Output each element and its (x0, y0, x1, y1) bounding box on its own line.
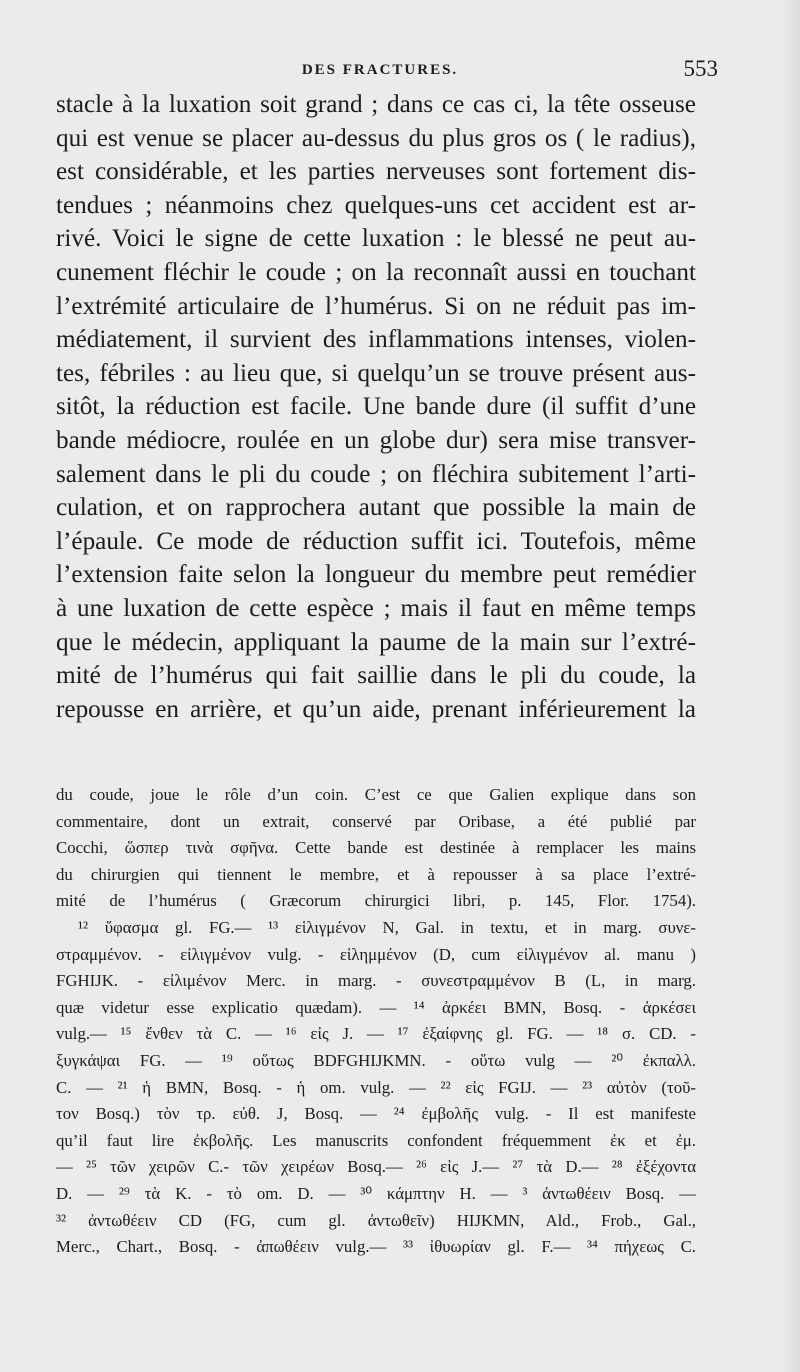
variant-line: ¹² ὕφασμα gl. FG.— ¹³ εἱλιγμένον N, Gal. in textu, et in marg. συνε- (78, 917, 696, 937)
footnotes (56, 782, 696, 1261)
variant-line: ξυγκάψαι FG. — ¹⁹ οὕτως BDFGHIJKMN. - οὕτω vulg — ²⁰ ἐκπαλλ. (56, 1050, 696, 1070)
note-line: du coude, joue le rôle d’un coin. C’est ce que Galien explique dans son (56, 785, 696, 804)
note-line: Cocchi, ὥσπερ τινὰ σφῆνα. Cette bande est destinée à remplacer les mains (56, 838, 696, 858)
body-line: est considérable, et les parties nerveuses sont fortement dis- (56, 158, 696, 186)
running-head (52, 56, 718, 82)
variant-line: τον Bosq.) τὸν τρ. εὐθ. J, Bosq. — ²⁴ ἐμβολῆς vulg. - Il est manifeste (56, 1104, 696, 1124)
body-line: rivé. Voici le signe de cette luxation : le blessé ne peut au- (56, 225, 696, 253)
body-line: cunement fléchir le coude ; on la reconnaît aussi en touchant (56, 258, 696, 286)
page-number: 553 (683, 56, 718, 81)
body-line: sitôt, la réduction est facile. Une bande dure (il suffit d’une (56, 393, 696, 421)
body-line: l’extension faite selon la longueur du membre peut remédier (56, 561, 696, 589)
body-line: qui est venue se placer au-dessus du plus gros os ( le radius), (56, 124, 696, 152)
note-line: mité de l’humérus ( Græcorum chirurgici libri, p. 145, Flor. 1754). (56, 891, 696, 911)
body-line: que le médecin, appliquant la paume de la main sur l’extré- (56, 628, 696, 656)
note-line: commentaire, dont un extrait, conservé par Oribase, a été publié par (56, 811, 696, 831)
variant-line: C. — ²¹ ἡ BMN, Bosq. - ἡ om. vulg. — ²² εἰς FGIJ. — ²³ αὐτὸν (τοῦ- (56, 1077, 696, 1097)
variant-line: D. — ²⁹ τὰ K. - τὸ om. D. — ³⁰ κάμπτην H. — ³ ἀντωθέειν Bosq. — (56, 1183, 696, 1203)
body-line: médiatement, il survient des inflammations intenses, violen- (56, 326, 696, 354)
variant-line: στραμμένον. - εἰλιγμένον vulg. - εἰλημμένον (D, cum εἰλιγμένον al. manu ) (56, 944, 696, 964)
body-line: tendues ; néanmoins chez quelques-uns cet accident est ar- (56, 191, 696, 219)
body-line: salement dans le pli du coude ; on fléchira subitement l’arti- (56, 460, 696, 488)
variant-line: — ²⁵ τῶν χειρῶν C.- τῶν χειρέων Bosq.— ²⁶ εἰς J.— ²⁷ τὰ D.— ²⁸ ἐξέχοντα (56, 1157, 696, 1177)
body-line: mité de l’humérus qui fait saillie dans le pli du coude, la (56, 662, 696, 690)
body-line: bande médiocre, roulée en un globe dur) sera mise transver- (56, 426, 696, 454)
variant-line: FGHIJK. - εἰλιμένον Merc. in marg. - συνεστραμμένον B (L, in marg. (56, 971, 696, 991)
body-line: l’épaule. Ce mode de réduction suffit ici. Toutefois, même (56, 527, 696, 555)
running-title: DES FRACTURES. (301, 62, 459, 78)
body-line: l’extrémité articulaire de l’humérus. Si on ne réduit pas im- (56, 292, 696, 320)
body-line: stacle à la luxation soit grand ; dans ce cas ci, la tête osseuse (56, 91, 696, 118)
note-line: du chirurgien qui tiennent le membre, et à repousser à sa place l’extré- (56, 864, 696, 884)
variant-line: vulg.— ¹⁵ ἔνθεν τὰ C. — ¹⁶ εἰς J. — ¹⁷ ἐξαίφνης gl. FG. — ¹⁸ σ. CD. - (56, 1024, 696, 1044)
body-line: repousse en arrière, et qu’un aide, prenant inférieurement la (56, 695, 696, 723)
body-line: à une luxation de cette espèce ; mais il faut en même temps (56, 594, 696, 622)
variant-line: quæ videtur esse explicatio quædam). — ¹⁴ ἀρκέει BMN, Bosq. - ἀρκέσει (56, 997, 696, 1017)
main-text (56, 88, 696, 726)
variant-line: ³² ἀντωθέειν CD (FG, cum gl. ἀντωθεῖν) HIJKMN, Ald., Frob., Gal., (56, 1210, 696, 1230)
scan-edge-shadow (782, 0, 800, 1372)
variant-line: qu’il faut lire ἐκβολῆς. Les manuscrits confondent fréquemment ἐκ et ἐμ. (56, 1130, 696, 1150)
body-line: tes, fébriles : au lieu que, si quelqu’un se trouve présent aus- (56, 359, 696, 387)
body-line: culation, et on rapprochera autant que possible la main de (56, 494, 696, 522)
variant-line: Merc., Chart., Bosq. - ἀπωθέειν vulg.— ³³ ἰθυωρίαν gl. F.— ³⁴ πήχεως C. (56, 1237, 696, 1257)
